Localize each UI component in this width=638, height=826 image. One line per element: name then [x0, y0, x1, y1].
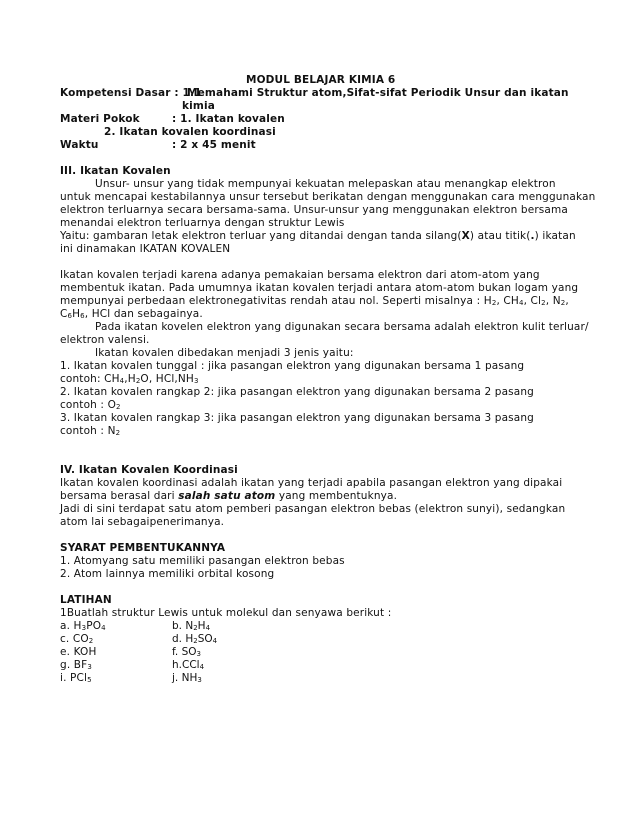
latihan-intro: 1Buatlah struktur Lewis untuk molekul dan senyawa berikut : — [60, 607, 392, 619]
section-4-heading: IV. Ikatan Kovalen Koordinasi — [60, 464, 238, 476]
exercise-item-i: i. PCl$_5$ — [60, 672, 92, 684]
paragraph-line: atom lai sebagaipenerimanya. — [60, 516, 225, 528]
exercise-item-f: f. $SO_3$ — [172, 646, 202, 658]
paragraph-line: untuk mencapai kestabilannya unsur tersebut berikatan dengan menggunakan cara menggunakan — [60, 191, 596, 203]
exercise-item-e: e. KOH — [60, 646, 97, 658]
type-1-line: 1. Ikatan kovalen tunggal : jika pasangan elektron yang digunakan bersama 1 pasang — [60, 360, 525, 372]
paragraph-line: Jadi di sini terdapat satu atom pemberi pasangan elektron bebas (elektron sunyi), sedangkan — [60, 503, 566, 515]
exercise-item-a: a. $H_3PO_4$ — [60, 620, 106, 632]
paragraph-line: Ikatan kovalen koordinasi adalah ikatan yang terjadi apabila pasangan elektron yang dipakai — [60, 477, 563, 489]
syarat-item: 1. Atomyang satu memiliki pasangan elektron bebas — [60, 555, 345, 567]
paragraph-line: elektron valensi. — [60, 334, 150, 346]
section-3-heading: III. Ikatan Kovalen — [60, 165, 171, 177]
type-3-example: contoh : $N_2$ — [60, 425, 121, 437]
kompetensi-dasar-label: Kompetensi Dasar : 1.1 — [60, 87, 202, 99]
exercise-item-g: g. $BF_3$ — [60, 659, 92, 671]
paragraph-line: membentuk ikatan. Pada umumnya ikatan kovalen terjadi antara atom-atom bukan logam yang — [60, 282, 579, 294]
paragraph-line: $C_6H_6$, HCl dan sebagainya. — [60, 308, 203, 320]
kompetensi-dasar-text-cont: kimia — [182, 100, 215, 112]
paragraph-line: elektron terluarnya secara bersama-sama. Unsur-unsur yang menggunakan elektron bersama — [60, 204, 568, 216]
type-2-example: contoh : $O_2$ — [60, 399, 121, 411]
waktu-value: : 2 x 45 menit — [172, 139, 256, 151]
document-title: MODUL BELAJAR KIMIA 6 — [246, 74, 396, 86]
paragraph-line: Pada ikatan kovelen elektron yang digunakan secara bersama adalah elektron kulit terluar/ — [95, 321, 589, 333]
paragraph-line: Unsur- unsur yang tidak mempunyai kekuatan melepaskan atau menangkap elektron — [95, 178, 556, 190]
materi-pokok-value: : 1. Ikatan kovalen — [172, 113, 285, 125]
paragraph-line: bersama berasal dari salah satu atom yang membentuknya. — [60, 490, 398, 502]
syarat-heading: SYARAT PEMBENTUKANNYA — [60, 542, 226, 554]
syarat-item: 2. Atom lainnya memiliki orbital kosong — [60, 568, 275, 580]
waktu-label: Waktu — [60, 139, 99, 151]
materi-pokok-label: Materi Pokok — [60, 113, 140, 125]
paragraph-line: mempunyai perbedaan elektronegativitas rendah atau nol. Seperti misalnya : $H_2$, $CH_4$, $Cl_2$, $N_2$, — [60, 295, 569, 307]
type-1-example: contoh: $CH_4,H_2O$, $HCl,NH_3$ — [60, 373, 199, 385]
type-3-line: 3. Ikatan kovalen rangkap 3: jika pasangan elektron yang digunakan bersama 3 pasang — [60, 412, 534, 424]
yaitu-line: Yaitu: gambaran letak elektron terluar yang ditandai dengan tanda silang(X) atau titik(.) ikatan — [60, 230, 576, 242]
yaitu-line-2: ini dinamakan IKATAN KOVALEN — [60, 243, 231, 255]
paragraph-line: menandai elektron terluarnya dengan struktur Lewis — [60, 217, 345, 229]
latihan-heading: LATIHAN — [60, 594, 112, 606]
kompetensi-dasar-text: Memahami Struktur atom,Sifat-sifat Periodik Unsur dan ikatan — [187, 87, 569, 99]
exercise-item-c: c. $CO_2$ — [60, 633, 94, 645]
exercise-item-d: d. $H_2SO_4$ — [172, 633, 218, 645]
paragraph-line: Ikatan kovalen dibedakan menjadi 3 jenis yaitu: — [95, 347, 354, 359]
type-2-line: 2. Ikatan kovalen rangkap 2: jika pasangan elektron yang digunakan bersama 2 pasang — [60, 386, 534, 398]
exercise-item-j: j. $NH_3$ — [172, 672, 202, 684]
exercise-item-h: h.CCl$_4$ — [172, 659, 205, 671]
exercise-item-b: b. $N_2H_4$ — [172, 620, 211, 632]
materi-pokok-value-2: 2. Ikatan kovalen koordinasi — [104, 126, 276, 138]
paragraph-line: Ikatan kovalen terjadi karena adanya pemakaian bersama elektron dari atom-atom yang — [60, 269, 540, 281]
